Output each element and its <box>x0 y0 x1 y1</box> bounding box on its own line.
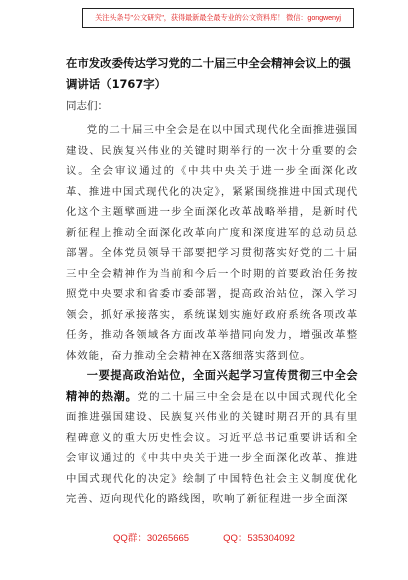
footer <box>0 530 408 544</box>
paragraph-1: 党的二十届三中全会是在以中国式现代化全面推进强国建设、民族复兴伟业的关键时期举行的一次十分重要的会议。全会审议通过的《中共中央关于进一步全面深化改革、推进中国式现代化的决定》，紧紧围绕推进中国式现代化这个主题擘画进一步全面深化改革战略举措，是新时代新征程上推动全面深化改革向广度和深度进军的总动员总部署。全体党员领导干部要把学习贯彻落实好党的二十届三中全会精神作为当前和今后一个时期的首要政治任务按照党中央要求和省委市委部署，提高政治站位，深入学习领会，抓好承接落实，系统谋划实施好政府系统各项改革任务，推动各领域各方面改革举措同向发力，增强改革整体效能，奋力推动全会精神在X落细落实落到位。 <box>66 124 358 362</box>
paragraph-2-text: 党的二十届三中全会是在以中国式现代化全面推进强国建设、民族复兴伟业的关键时期召开的具有里程碑意义的重大历史性会议。习近平总书记重要讲话和全会审议通过的《中共中央关于进一步全面深化改革、推进中国式现代化的决定》绘制了中国特色社会主义制度优化完善、迈向现代化的路线图，吹响了新征程进一步全面深 <box>66 390 358 505</box>
document-body <box>66 120 358 510</box>
paragraph-2-lead: 一要提高政治站位，全面兴起学习宣传贯彻三中全会精神的热潮。 <box>66 369 358 403</box>
header-banner: 关注头条号"公文研究"，获得最新最全最专业的公文资料库！ 微信：gongwenyj <box>82 8 354 28</box>
salutation: 同志们： <box>66 100 108 112</box>
paragraph-2 <box>66 366 358 510</box>
footer-qq-group: QQ群：30265665 <box>113 533 190 544</box>
footer-qq: QQ：535304092 <box>223 533 295 544</box>
document-title: 在市发改委传达学习党的二十届三中全会精神会议上的强调讲话（1767字） <box>66 56 351 91</box>
